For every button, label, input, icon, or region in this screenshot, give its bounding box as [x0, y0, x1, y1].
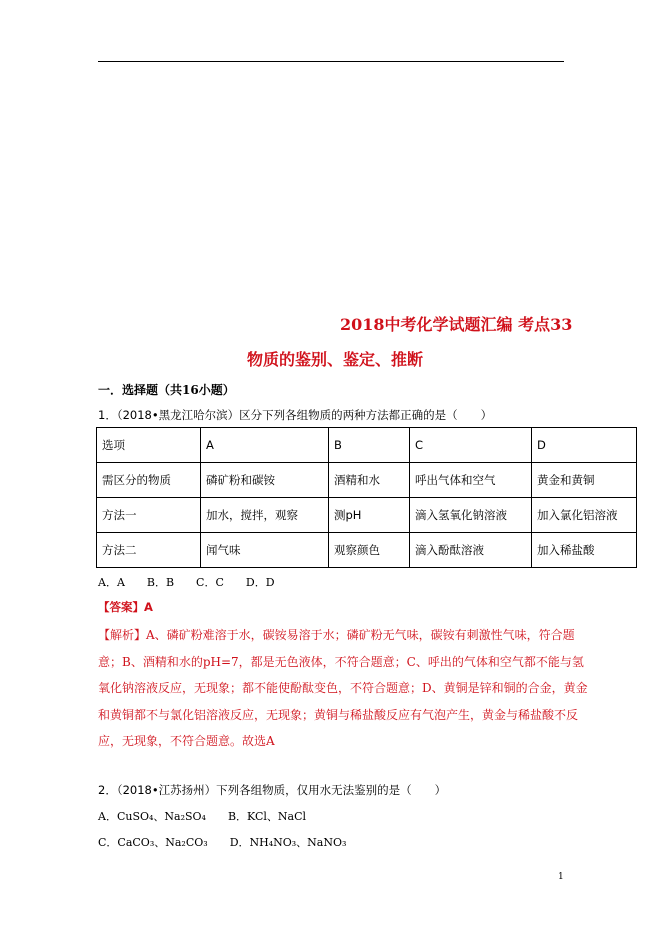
table-cell: 加水，搅拌，观察 [201, 498, 329, 533]
question-1-table [96, 427, 637, 568]
table-cell: 观察颜色 [329, 533, 410, 568]
question-2-stem: 2．（2018•江苏扬州）下列各组物质，仅用水无法鉴别的是（ ） [98, 783, 447, 797]
table-row [97, 463, 637, 498]
option-a: A．CuSO₄、Na₂SO₄ [98, 810, 206, 823]
table-cell: 呼出气体和空气 [410, 463, 532, 498]
table-cell: 黄金和黄铜 [532, 463, 637, 498]
table-cell: 加入氯化铝溶液 [532, 498, 637, 533]
table-cell: 磷矿粉和碳铵 [201, 463, 329, 498]
option-c: C．CaCO₃、Na₂CO₃ [98, 836, 208, 849]
header-rule [98, 61, 564, 62]
question-2-options-cd [98, 834, 368, 850]
table-cell: 加入稀盐酸 [532, 533, 637, 568]
page-number: 1 [558, 872, 564, 882]
answer: 【答案】A [98, 600, 153, 614]
question-1-options: A．A B．B C．C D．D [98, 576, 275, 589]
table-cell: D [532, 428, 637, 463]
question-2-options-ab [98, 808, 328, 824]
table-cell: C [410, 428, 532, 463]
question-1-stem: 1．（2018•黑龙江哈尔滨）区分下列各组物质的两种方法都正确的是（ ） [98, 408, 493, 422]
table-row [97, 498, 637, 533]
option-b: B．KCl、NaCl [227, 810, 307, 823]
option-d: D．NH₄NO₃、NaNO₃ [229, 836, 347, 849]
table-cell: 闻气味 [201, 533, 329, 568]
table-cell: 方法一 [97, 498, 201, 533]
table-cell: 酒精和水 [329, 463, 410, 498]
doc-title: 2018中考化学试题汇编 考点33 [340, 315, 573, 334]
table-cell: 方法二 [97, 533, 201, 568]
table-row [97, 428, 637, 463]
table-cell: 滴入酚酞溶液 [410, 533, 532, 568]
doc-subtitle: 物质的鉴别、鉴定、推断 [247, 350, 424, 369]
table-cell: 需区分的物质 [97, 463, 201, 498]
analysis: 【解析】A、磷矿粉难溶于水，碳铵易溶于水；磷矿粉无气味，碳铵有刺激性气味，符合题意；B、酒精和水的pH=7，都是无色液体，不符合题意；C、呼出的气体和空气都不能与氢氧化钠溶液反应，无现象；都不能使酚酞变色，不符合题意；D、黄铜是锌和铜的合金，黄金和黄铜都不与氯化铝溶液反应，无现象；黄铜与稀盐酸反应有气泡产生，黄金与稀盐酸不反应，无现象，不符合题意。故选A [98, 628, 588, 748]
table-cell: 测pH [329, 498, 410, 533]
table-cell: 选项 [97, 428, 201, 463]
table-cell: 滴入氢氧化钠溶液 [410, 498, 532, 533]
table-row [97, 533, 637, 568]
table-cell: B [329, 428, 410, 463]
table-cell: A [201, 428, 329, 463]
section-heading: 一．选择题（共16小题） [98, 383, 235, 397]
